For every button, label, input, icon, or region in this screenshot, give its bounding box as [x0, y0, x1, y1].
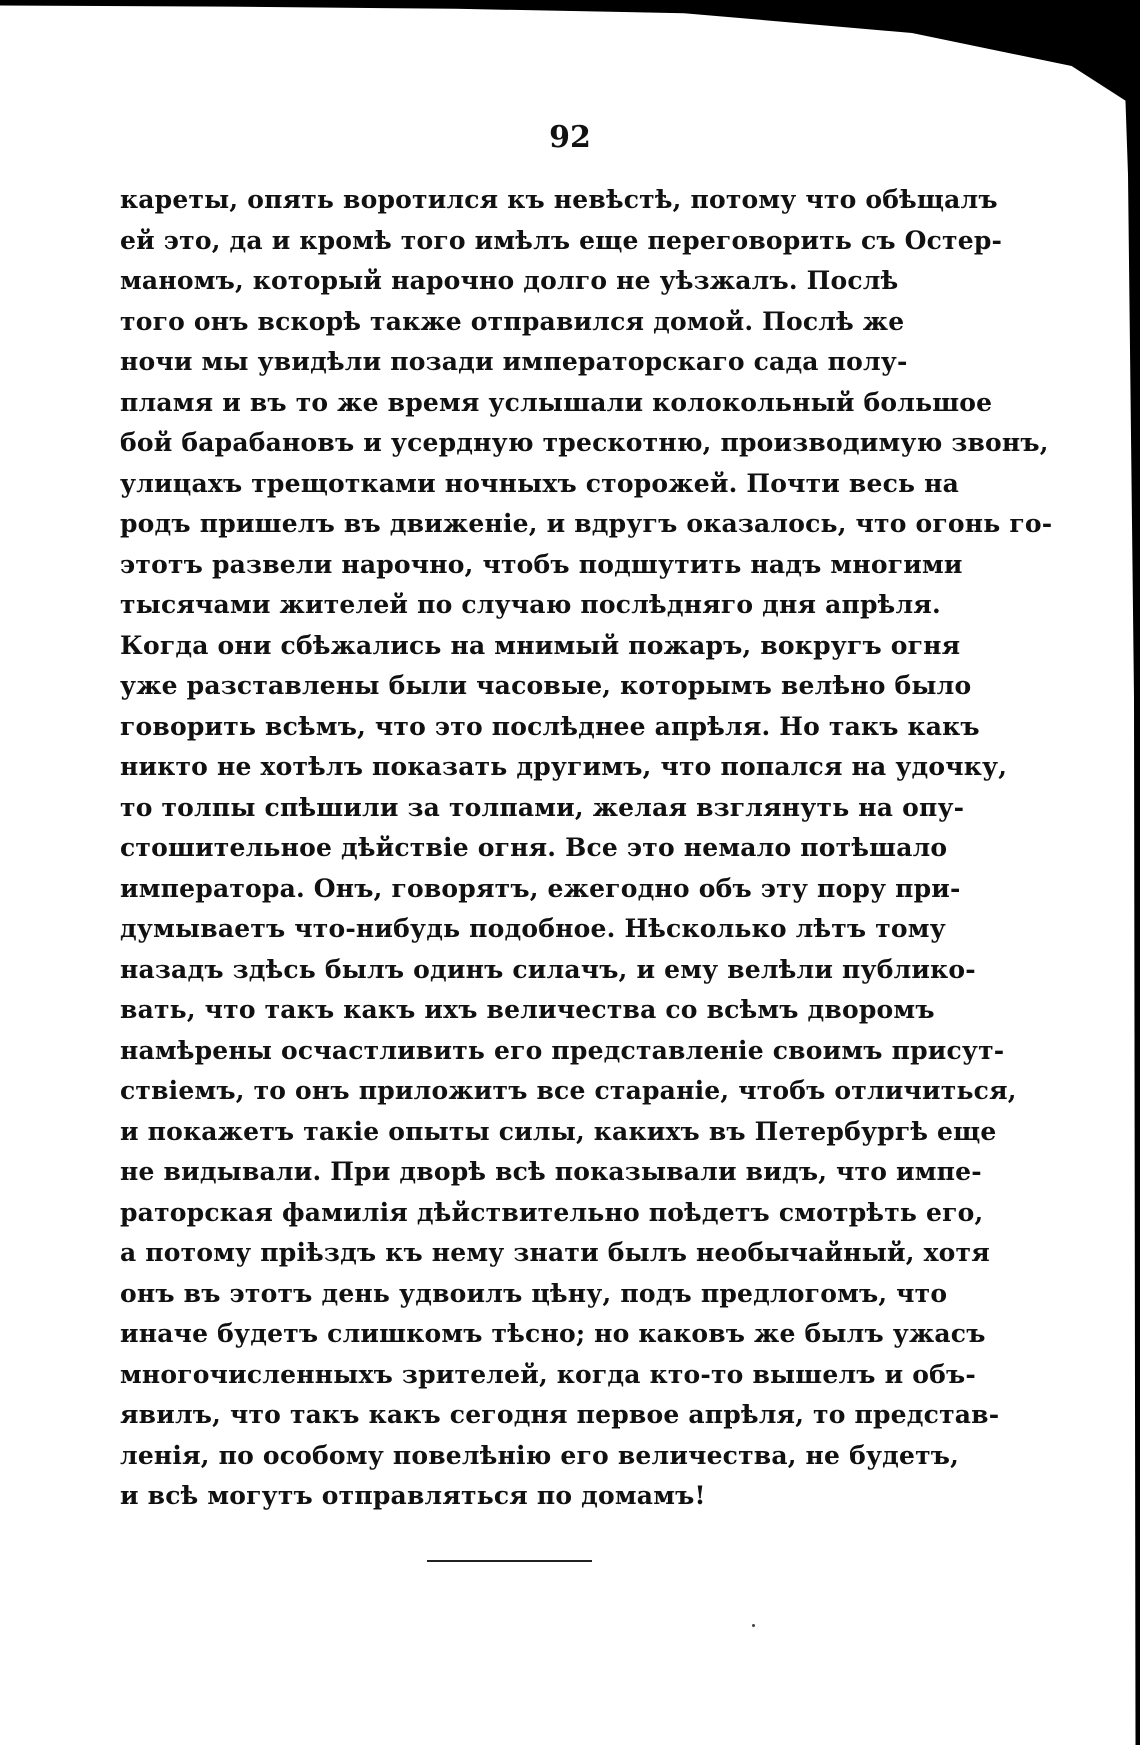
text-line: тысячами жителей по случаю послѣдняго дня апрѣля. — [120, 590, 941, 619]
text-line: вать, что такъ какъ ихъ величества со всѣмъ дворомъ — [120, 995, 935, 1024]
text-line: а потому пріѣздъ къ нему знати былъ необычайный, хотя — [120, 1238, 990, 1267]
text-line: и покажетъ такіе опыты силы, какихъ въ Петербургѣ еще — [120, 1116, 997, 1146]
section-divider — [427, 1560, 592, 1562]
text-line: раторская фамилія дѣйствительно поѣдетъ смотрѣть его, — [120, 1197, 984, 1227]
text-line: назадъ здѣсь былъ одинъ силачъ, и ему велѣли публико- — [120, 954, 976, 984]
body-text — [120, 180, 1053, 1517]
text-line: родъ пришелъ въ движеніе, и вдругъ оказалось, что огонь го- — [120, 509, 1053, 538]
page-number: 92 — [549, 120, 591, 155]
text-line: не видывали. При дворѣ всѣ показывали видъ, что импе- — [120, 1157, 982, 1186]
text-line: ствіемъ, то онъ приложитъ все стараніе, чтобъ отличиться, — [120, 1076, 1017, 1105]
text-line: этотъ развели нарочно, чтобъ подшутить надъ многими — [120, 549, 963, 579]
text-line: бой барабановъ и усердную трескотню, производимую звонъ, — [120, 428, 1049, 457]
text-line: онъ въ этотъ день удвоилъ цѣну, подъ предлогомъ, что — [120, 1278, 948, 1308]
text-line: многочисленныхъ зрителей, когда кто-то вышелъ и объ- — [120, 1359, 976, 1389]
text-line: кареты, опять воротился къ невѣстѣ, потому что обѣщалъ — [120, 185, 998, 214]
text-line: иначе будетъ слишкомъ тѣсно; но каковъ же былъ ужасъ — [120, 1319, 986, 1348]
text-line: уже разставлены были часовые, которымъ велѣно было — [120, 671, 972, 700]
text-line: то толпы спѣшили за толпами, желая взглянуть на опу- — [120, 792, 965, 822]
text-line: думываетъ что-нибудь подобное. Нѣсколько лѣтъ тому — [120, 914, 946, 943]
text-line: намѣрены осчастливить его представленіе своимъ присут- — [120, 1035, 1005, 1065]
text-line: императора. Онъ, говорятъ, ежегодно объ эту пору при- — [120, 873, 961, 903]
text-line: явилъ, что такъ какъ сегодня первое апрѣля, то представ- — [120, 1400, 1000, 1429]
text-line: и всѣ могутъ отправляться по домамъ! — [120, 1481, 706, 1510]
text-line: улицахъ трещотками ночныхъ сторожей. Почти весь на — [120, 468, 959, 498]
text-line: ночи мы увидѣли позади императорскаго сада полу- — [120, 347, 908, 376]
text-line: ей это, да и кромѣ того имѣлъ еще переговорить съ Остер- — [120, 225, 1003, 255]
text-line: Когда они сбѣжались на мнимый пожаръ, вокругъ огня — [120, 630, 961, 660]
text-line: говорить всѣмъ, что это послѣднее апрѣля. Но такъ какъ — [120, 711, 980, 741]
text-line: маномъ, который нарочно долго не уѣзжалъ. Послѣ — [120, 266, 899, 295]
text-line: того онъ вскорѣ также отправился домой. Послѣ же — [120, 306, 905, 336]
text-line: ленія, по особому повелѣнію его величества, не будетъ, — [120, 1440, 960, 1470]
text-line: пламя и въ то же время услышали колокольный большое — [120, 387, 993, 417]
text-line: стошительное дѣйствіе огня. Все это немало потѣшало — [120, 833, 948, 862]
text-line: никто не хотѣлъ показать другимъ, что попался на удочку, — [120, 752, 1008, 781]
scan-speck — [752, 1624, 755, 1627]
